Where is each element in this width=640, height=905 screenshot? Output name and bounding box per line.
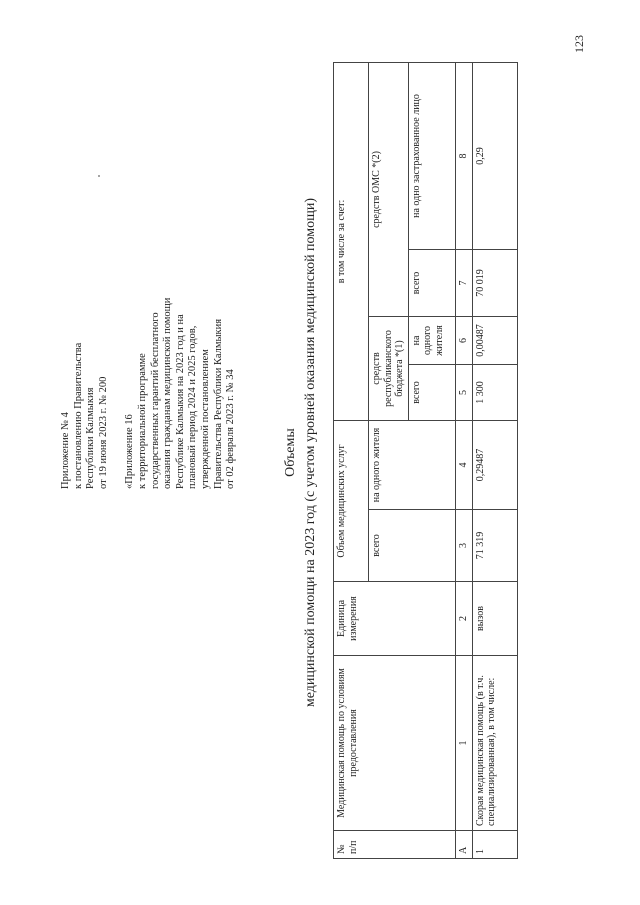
appendix-line: Республики Калмыкия bbox=[85, 387, 97, 489]
header-row bbox=[334, 62, 369, 858]
appendix-quote-line: оказания гражданам медицинской помощи bbox=[162, 297, 174, 489]
column-number: А bbox=[455, 831, 472, 859]
header-budget: средств республиканского бюджета *(1) bbox=[369, 317, 409, 421]
header-budget-total: всего bbox=[408, 365, 455, 421]
header-oms-per: на одно застрахованное лицо bbox=[408, 62, 455, 249]
appendix-quote-line: «Приложение 16 bbox=[124, 414, 136, 489]
column-number: 2 bbox=[455, 582, 472, 656]
appendix-quote-line: плановый период 2024 и 2025 годов, bbox=[187, 325, 199, 489]
header-volume-total: всего bbox=[369, 510, 456, 582]
header-volume-per: на одного жителя bbox=[369, 421, 456, 510]
appendix-quote-line: Правительства Республики Калмыкия bbox=[212, 318, 224, 489]
appendix-quote-line: государственных гарантий бесплатного bbox=[149, 312, 161, 489]
document-title: Объемы bbox=[283, 428, 298, 477]
table-row bbox=[472, 62, 517, 858]
row-volume-total: 71 319 bbox=[472, 510, 517, 582]
column-number: 5 bbox=[455, 365, 472, 421]
appendix-header bbox=[60, 69, 238, 489]
appendix-line: Приложение № 4 bbox=[60, 412, 71, 489]
document-subtitle: медицинской помощи на 2023 год (с учетом уровней оказания медицинской помощи) bbox=[303, 197, 318, 708]
header-num: № п/п bbox=[334, 831, 456, 859]
appendix-quote-line: к территориальной программе bbox=[136, 353, 148, 489]
row-unit: вызов bbox=[472, 582, 517, 656]
appendix-quote-line: утвержденной постановлением bbox=[199, 349, 211, 489]
header-kind: Медицинская помощь по условиям предоставления bbox=[334, 656, 456, 831]
header-volume: Объем медицинских услуг bbox=[334, 421, 369, 582]
header-including: в том числе за счет: bbox=[334, 62, 369, 420]
row-budget-total: 1 300 bbox=[472, 365, 517, 421]
column-number: 6 bbox=[455, 317, 472, 365]
appendix-quote-line: от 02 февраля 2023 г. № 34 bbox=[225, 369, 237, 489]
appendix-line: от 19 июня 2023 г. № 200 bbox=[97, 376, 109, 489]
column-number-row bbox=[455, 62, 472, 858]
page-number: 123 bbox=[572, 35, 586, 53]
header-unit: Единица измерения bbox=[334, 582, 456, 656]
row-oms-total: 70 019 bbox=[472, 250, 517, 317]
row-kind: Скорая медицинская помощь (в т.ч. специализированная), в том числе: bbox=[472, 656, 517, 831]
row-budget-per: 0,00487 bbox=[472, 317, 517, 365]
appendix-quote-line: Республике Калмыкия на 2023 год и на bbox=[174, 314, 186, 489]
column-number: 1 bbox=[455, 656, 472, 831]
row-oms-per: 0,29 bbox=[472, 62, 517, 249]
header-oms: средств ОМС *(2) bbox=[369, 62, 409, 316]
column-number: 3 bbox=[455, 510, 472, 582]
volumes-table bbox=[333, 62, 518, 859]
header-budget-per: на одного жителя bbox=[408, 317, 455, 365]
appendix-line: к постановлению Правительства bbox=[72, 342, 84, 489]
column-number: 7 bbox=[455, 250, 472, 317]
header-oms-total: всего bbox=[408, 250, 455, 317]
column-number: 8 bbox=[455, 62, 472, 249]
row-volume-per: 0,29487 bbox=[472, 421, 517, 510]
row-num: 1 bbox=[472, 831, 517, 859]
column-number: 4 bbox=[455, 421, 472, 510]
